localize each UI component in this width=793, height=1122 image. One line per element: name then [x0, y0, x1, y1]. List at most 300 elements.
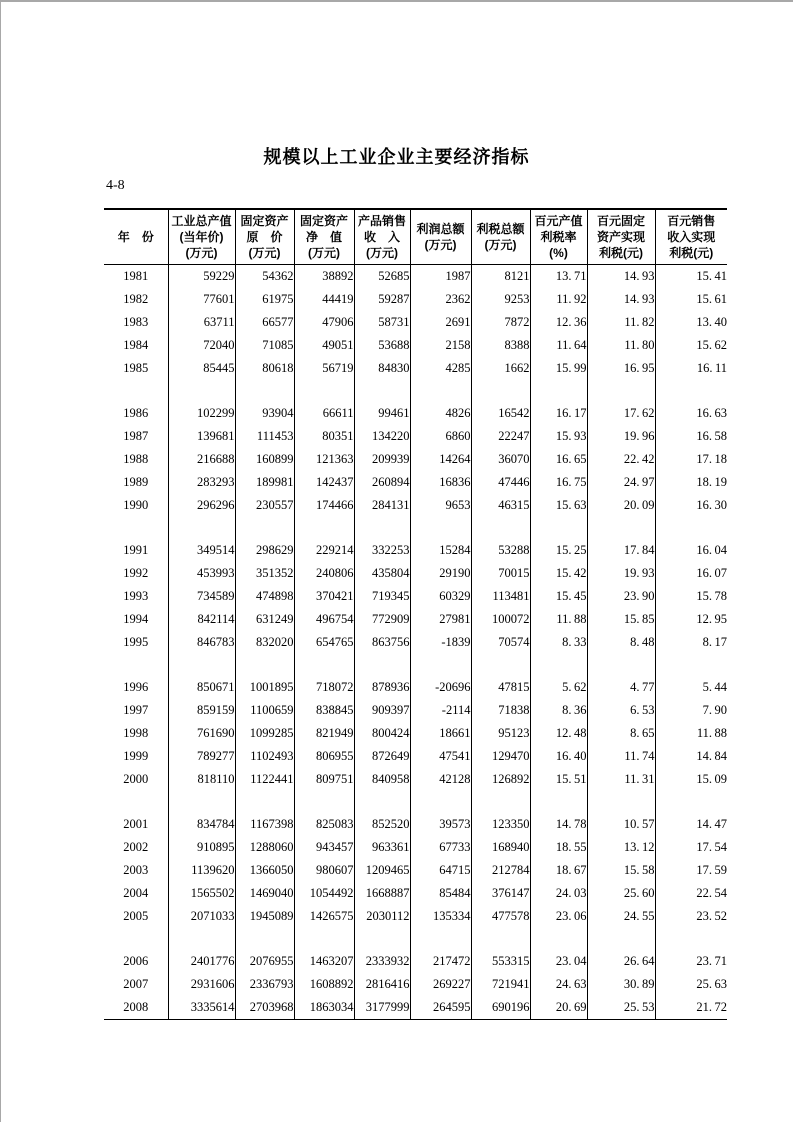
data-cell: 1469040	[235, 882, 294, 905]
data-cell: 8. 17	[655, 631, 727, 654]
header-line: 收入实现	[667, 230, 716, 244]
spacer-cell	[410, 928, 471, 950]
header-line: 固定资产	[240, 214, 289, 228]
spacer-cell	[410, 791, 471, 813]
spacer-row	[104, 380, 727, 402]
header-line: 工业总产值	[171, 214, 232, 228]
data-cell: 654765	[294, 631, 354, 654]
spacer-cell	[587, 791, 655, 813]
data-cell: 1945089	[235, 905, 294, 928]
data-cell: 821949	[294, 722, 354, 745]
data-cell: 943457	[294, 836, 354, 859]
data-cell: 209939	[354, 448, 410, 471]
data-cell: 23. 52	[655, 905, 727, 928]
year-cell: 2003	[123, 863, 149, 877]
spacer-cell	[410, 654, 471, 676]
data-cell: 4285	[410, 357, 471, 380]
header-line: 利税率	[540, 230, 577, 244]
spacer-cell	[294, 928, 354, 950]
data-cell: 1102493	[235, 745, 294, 768]
data-cell: 15. 25	[530, 539, 587, 562]
data-cell: 60329	[410, 585, 471, 608]
year-cell: 1985	[123, 361, 149, 375]
spacer-cell	[235, 928, 294, 950]
data-cell: 16. 04	[655, 539, 727, 562]
data-cell: 66577	[235, 311, 294, 334]
data-cell: 3177999	[354, 996, 410, 1020]
data-cell: 2703968	[235, 996, 294, 1020]
data-cell: 22. 42	[587, 448, 655, 471]
data-cell: 298629	[235, 539, 294, 562]
data-cell: 26. 64	[587, 950, 655, 973]
data-cell: 349514	[168, 539, 235, 562]
data-cell: 980607	[294, 859, 354, 882]
year-cell: 1991	[123, 543, 149, 557]
spacer-cell	[410, 380, 471, 402]
spacer-cell	[294, 380, 354, 402]
data-cell: 25. 60	[587, 882, 655, 905]
data-cell: 95123	[471, 722, 530, 745]
data-cell: 2071033	[168, 905, 235, 928]
data-cell: 2362	[410, 288, 471, 311]
spacer-cell	[168, 380, 235, 402]
data-cell: 11. 82	[587, 311, 655, 334]
data-cell: 240806	[294, 562, 354, 585]
spacer-cell	[168, 654, 235, 676]
year-cell: 1996	[123, 680, 149, 694]
data-cell: 59287	[354, 288, 410, 311]
year-cell: 1984	[123, 338, 149, 352]
spacer-cell	[530, 380, 587, 402]
table-row	[104, 996, 727, 1020]
data-cell: 260894	[354, 471, 410, 494]
spacer-cell	[655, 380, 727, 402]
data-cell: 809751	[294, 768, 354, 791]
data-cell: 910895	[168, 836, 235, 859]
data-cell: 15. 41	[655, 265, 727, 289]
data-cell: 8. 65	[587, 722, 655, 745]
data-cell: 23. 04	[530, 950, 587, 973]
data-cell: 435804	[354, 562, 410, 585]
data-cell: 269227	[410, 973, 471, 996]
data-cell: 67733	[410, 836, 471, 859]
header-line: (万元)	[185, 246, 218, 260]
data-cell: 806955	[294, 745, 354, 768]
data-cell: 139681	[168, 425, 235, 448]
spacer-cell	[587, 517, 655, 539]
data-cell: 38892	[294, 265, 354, 289]
data-cell: 126892	[471, 768, 530, 791]
data-cell: 1099285	[235, 722, 294, 745]
data-cell: 1288060	[235, 836, 294, 859]
year-cell: 2007	[123, 977, 149, 991]
spacer-cell	[168, 517, 235, 539]
data-cell: 1987	[410, 265, 471, 289]
table-row	[104, 494, 727, 517]
data-cell: 4. 77	[587, 676, 655, 699]
data-cell: 230557	[235, 494, 294, 517]
data-cell: 10. 57	[587, 813, 655, 836]
data-cell: 14. 78	[530, 813, 587, 836]
data-cell: 2333932	[354, 950, 410, 973]
data-cell: 71085	[235, 334, 294, 357]
statistics-table-wrapper	[104, 208, 727, 1020]
header-line: 产品销售	[357, 214, 406, 228]
spacer-cell	[471, 654, 530, 676]
header-line: (万元)	[484, 238, 517, 252]
year-cell: 1986	[123, 406, 149, 420]
data-cell: 71838	[471, 699, 530, 722]
data-cell: 1366050	[235, 859, 294, 882]
header-line: (%)	[549, 246, 568, 260]
table-row	[104, 448, 727, 471]
spacer-cell	[294, 517, 354, 539]
data-cell: 80351	[294, 425, 354, 448]
data-cell: 52685	[354, 265, 410, 289]
data-cell: 44419	[294, 288, 354, 311]
data-cell: 53288	[471, 539, 530, 562]
data-cell: 142437	[294, 471, 354, 494]
data-cell: 7. 90	[655, 699, 727, 722]
data-cell: 477578	[471, 905, 530, 928]
header-line: 百元销售	[667, 214, 716, 228]
data-cell: 93904	[235, 402, 294, 425]
data-cell: 17. 54	[655, 836, 727, 859]
data-cell: 17. 59	[655, 859, 727, 882]
table-row	[104, 631, 727, 654]
spacer-cell	[587, 928, 655, 950]
table-row	[104, 265, 727, 289]
data-cell: 4826	[410, 402, 471, 425]
data-cell: 36070	[471, 448, 530, 471]
data-cell: 8. 36	[530, 699, 587, 722]
spacer-cell	[235, 380, 294, 402]
data-cell: 72040	[168, 334, 235, 357]
data-cell: 800424	[354, 722, 410, 745]
data-cell: 229214	[294, 539, 354, 562]
year-cell: 2001	[123, 817, 149, 831]
table-row	[104, 813, 727, 836]
spacer-cell	[168, 791, 235, 813]
data-cell: 789277	[168, 745, 235, 768]
spacer-cell	[471, 380, 530, 402]
data-cell: 17. 18	[655, 448, 727, 471]
data-cell: 16. 95	[587, 357, 655, 380]
spacer-row	[104, 928, 727, 950]
column-header-gross-output-value	[168, 209, 235, 265]
spacer-cell	[235, 791, 294, 813]
data-cell: 113481	[471, 585, 530, 608]
table-number: 4-8	[106, 178, 125, 193]
spacer-cell	[104, 380, 168, 402]
data-cell: 11. 74	[587, 745, 655, 768]
data-cell: 17. 84	[587, 539, 655, 562]
data-cell: 474898	[235, 585, 294, 608]
data-cell: 15. 58	[587, 859, 655, 882]
data-cell: 19. 96	[587, 425, 655, 448]
spacer-cell	[104, 517, 168, 539]
table-row	[104, 608, 727, 631]
data-cell: 70574	[471, 631, 530, 654]
data-cell: 168940	[471, 836, 530, 859]
data-cell: 23. 06	[530, 905, 587, 928]
spacer-cell	[104, 791, 168, 813]
data-cell: 16. 65	[530, 448, 587, 471]
data-cell: 1426575	[294, 905, 354, 928]
year-cell: 1994	[123, 612, 149, 626]
data-cell: 16. 63	[655, 402, 727, 425]
data-cell: 121363	[294, 448, 354, 471]
data-cell: 553315	[471, 950, 530, 973]
year-cell: 1981	[123, 269, 149, 283]
data-cell: 834784	[168, 813, 235, 836]
spacer-cell	[530, 654, 587, 676]
header-line: 利税总额	[476, 222, 525, 236]
table-header	[104, 209, 727, 265]
year-cell: 1988	[123, 452, 149, 466]
table-row	[104, 357, 727, 380]
table-row	[104, 859, 727, 882]
data-cell: 6. 53	[587, 699, 655, 722]
data-cell: 9653	[410, 494, 471, 517]
data-cell: 852520	[354, 813, 410, 836]
data-cell: 284131	[354, 494, 410, 517]
data-cell: 1209465	[354, 859, 410, 882]
data-cell: 1167398	[235, 813, 294, 836]
header-line: 原 价	[246, 230, 283, 244]
page-title: 规模以上工业企业主要经济指标	[263, 147, 530, 167]
data-cell: 15. 62	[655, 334, 727, 357]
data-cell: 47446	[471, 471, 530, 494]
spacer-row	[104, 517, 727, 539]
data-cell: 8121	[471, 265, 530, 289]
data-cell: 14. 47	[655, 813, 727, 836]
data-cell: 264595	[410, 996, 471, 1020]
data-cell: 18. 19	[655, 471, 727, 494]
year-cell: 1997	[123, 703, 149, 717]
data-cell: 160899	[235, 448, 294, 471]
data-cell: 135334	[410, 905, 471, 928]
data-cell: 22247	[471, 425, 530, 448]
data-cell: 16. 30	[655, 494, 727, 517]
data-cell: 17. 62	[587, 402, 655, 425]
year-cell: 1990	[123, 498, 149, 512]
data-cell: 15. 78	[655, 585, 727, 608]
data-cell: 863756	[354, 631, 410, 654]
table-row	[104, 562, 727, 585]
data-cell: 100072	[471, 608, 530, 631]
year-cell: 1982	[123, 292, 149, 306]
data-cell: 1100659	[235, 699, 294, 722]
data-cell: 20. 09	[587, 494, 655, 517]
spacer-cell	[354, 654, 410, 676]
table-row	[104, 745, 727, 768]
year-cell: 1998	[123, 726, 149, 740]
data-cell: 1139620	[168, 859, 235, 882]
data-cell: 25. 53	[587, 996, 655, 1020]
data-cell: 21. 72	[655, 996, 727, 1020]
data-cell: 370421	[294, 585, 354, 608]
data-cell: 27981	[410, 608, 471, 631]
data-cell: 15. 61	[655, 288, 727, 311]
header-line: 百元固定	[596, 214, 645, 228]
data-cell: 16. 75	[530, 471, 587, 494]
table-row	[104, 311, 727, 334]
year-cell: 2005	[123, 909, 149, 923]
data-cell: 16. 11	[655, 357, 727, 380]
data-cell: 690196	[471, 996, 530, 1020]
data-cell: 376147	[471, 882, 530, 905]
table-row	[104, 768, 727, 791]
data-cell: 212784	[471, 859, 530, 882]
data-cell: 174466	[294, 494, 354, 517]
data-cell: 718072	[294, 676, 354, 699]
data-cell: 16. 58	[655, 425, 727, 448]
header-line: (万元)	[366, 246, 398, 260]
data-cell: 46315	[471, 494, 530, 517]
data-cell: 59229	[168, 265, 235, 289]
data-cell: 13. 12	[587, 836, 655, 859]
spacer-cell	[294, 654, 354, 676]
spacer-cell	[530, 791, 587, 813]
column-header-year	[104, 209, 168, 265]
year-cell: 2002	[123, 840, 149, 854]
table-row	[104, 288, 727, 311]
table-row	[104, 722, 727, 745]
data-cell: 818110	[168, 768, 235, 791]
data-cell: 1863034	[294, 996, 354, 1020]
data-cell: 351352	[235, 562, 294, 585]
year-cell: 1987	[123, 429, 149, 443]
data-cell: 23. 71	[655, 950, 727, 973]
data-cell: 5. 44	[655, 676, 727, 699]
table-body	[104, 265, 727, 1020]
data-cell: 16836	[410, 471, 471, 494]
table-row	[104, 402, 727, 425]
data-cell: 842114	[168, 608, 235, 631]
header-line: 净 值	[305, 230, 342, 244]
column-header-fixed-assets-net	[294, 209, 354, 265]
column-header-fixed-assets-original	[235, 209, 294, 265]
data-cell: 11. 88	[655, 722, 727, 745]
data-cell: 134220	[354, 425, 410, 448]
data-cell: 18. 55	[530, 836, 587, 859]
data-cell: 5. 62	[530, 676, 587, 699]
data-cell: 15. 42	[530, 562, 587, 585]
table-row	[104, 334, 727, 357]
data-cell: 14264	[410, 448, 471, 471]
table-row	[104, 471, 727, 494]
spacer-cell	[354, 791, 410, 813]
data-cell: 772909	[354, 608, 410, 631]
header-line: 利税(元)	[669, 246, 714, 260]
data-cell: 80618	[235, 357, 294, 380]
data-cell: 1565502	[168, 882, 235, 905]
data-cell: 859159	[168, 699, 235, 722]
spacer-cell	[587, 380, 655, 402]
header-line: 收 入	[363, 230, 400, 244]
data-cell: 77601	[168, 288, 235, 311]
spacer-row	[104, 654, 727, 676]
year-cell: 1995	[123, 635, 149, 649]
header-line: 利税(元)	[599, 246, 643, 260]
data-cell: 85484	[410, 882, 471, 905]
data-cell: 19. 93	[587, 562, 655, 585]
data-cell: 761690	[168, 722, 235, 745]
spacer-cell	[471, 517, 530, 539]
data-cell: 12. 95	[655, 608, 727, 631]
data-cell: 14. 93	[587, 288, 655, 311]
data-cell: 47906	[294, 311, 354, 334]
data-cell: 15284	[410, 539, 471, 562]
data-cell: 296296	[168, 494, 235, 517]
data-cell: 16. 07	[655, 562, 727, 585]
spacer-cell	[235, 654, 294, 676]
data-cell: 102299	[168, 402, 235, 425]
header-line: 利润总额	[416, 222, 465, 236]
data-cell: -1839	[410, 631, 471, 654]
data-cell: 825083	[294, 813, 354, 836]
column-header-tax-rate-per-100-output	[530, 209, 587, 265]
spacer-cell	[530, 928, 587, 950]
data-cell: 838845	[294, 699, 354, 722]
year-cell: 1992	[123, 566, 149, 580]
data-cell: 15. 93	[530, 425, 587, 448]
data-cell: 217472	[410, 950, 471, 973]
table-row	[104, 950, 727, 973]
data-cell: 11. 31	[587, 768, 655, 791]
data-cell: 1054492	[294, 882, 354, 905]
data-cell: 24. 97	[587, 471, 655, 494]
data-cell: 8. 48	[587, 631, 655, 654]
data-cell: 8. 33	[530, 631, 587, 654]
data-cell: 58731	[354, 311, 410, 334]
data-cell: 16542	[471, 402, 530, 425]
spacer-cell	[168, 928, 235, 950]
year-cell: 2004	[123, 886, 149, 900]
data-cell: 12. 48	[530, 722, 587, 745]
statistics-table	[104, 208, 727, 1020]
spacer-row	[104, 791, 727, 813]
table-row	[104, 836, 727, 859]
data-cell: 2691	[410, 311, 471, 334]
data-cell: 734589	[168, 585, 235, 608]
data-cell: 15. 99	[530, 357, 587, 380]
data-cell: 15. 63	[530, 494, 587, 517]
column-header-total-profit	[410, 209, 471, 265]
column-header-tax-per-100-sales	[655, 209, 727, 265]
data-cell: 840958	[354, 768, 410, 791]
year-cell: 2000	[123, 772, 149, 786]
column-header-tax-per-100-fixed-assets	[587, 209, 655, 265]
data-cell: 846783	[168, 631, 235, 654]
data-cell: 850671	[168, 676, 235, 699]
data-cell: 832020	[235, 631, 294, 654]
data-cell: 1662	[471, 357, 530, 380]
data-cell: 14. 93	[587, 265, 655, 289]
data-cell: 13. 40	[655, 311, 727, 334]
spacer-cell	[294, 791, 354, 813]
data-cell: -20696	[410, 676, 471, 699]
data-cell: 8388	[471, 334, 530, 357]
data-cell: 15. 45	[530, 585, 587, 608]
year-cell: 1983	[123, 315, 149, 329]
column-header-total-profit-tax	[471, 209, 530, 265]
data-cell: 56719	[294, 357, 354, 380]
data-cell: 6860	[410, 425, 471, 448]
spacer-cell	[655, 517, 727, 539]
data-cell: 14. 84	[655, 745, 727, 768]
